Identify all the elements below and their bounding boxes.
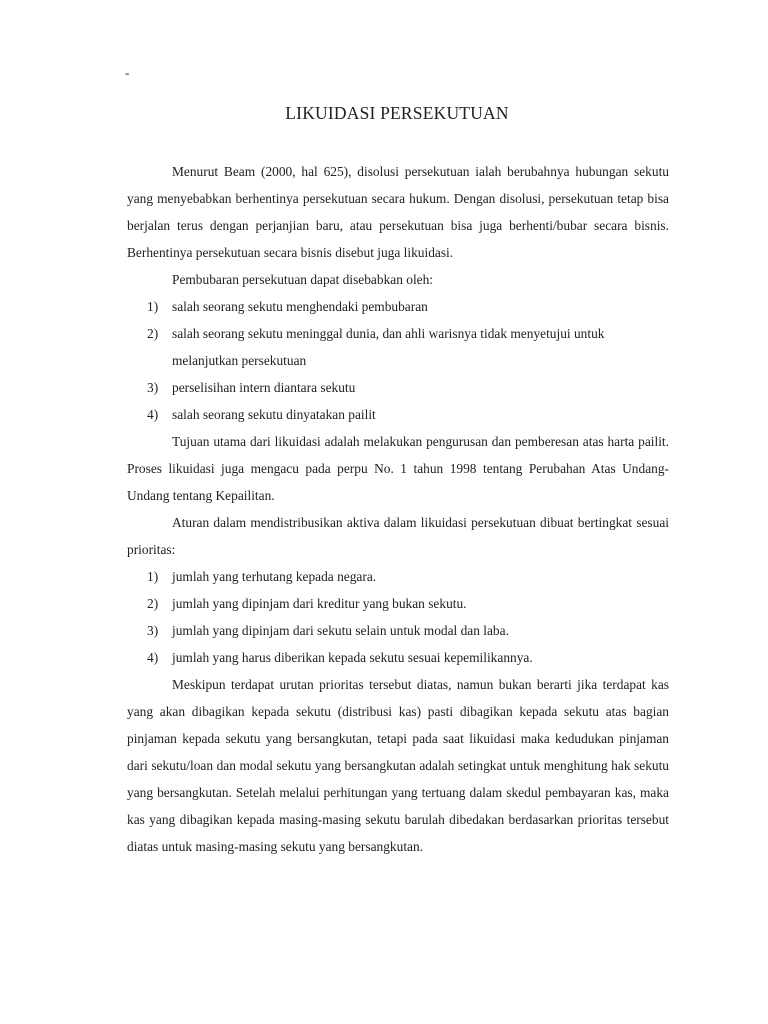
list-number: 2) <box>147 326 159 341</box>
list-text: salah seorang sekutu meninggal dunia, dan ahli warisnya tidak menyetujui untuk melanjutkan persekutuan <box>172 326 605 368</box>
list-number: 2) <box>147 596 159 611</box>
list-number: 1) <box>147 299 159 314</box>
list-text: perselisihan intern diantara sekutu <box>172 380 356 395</box>
list-text: jumlah yang harus diberikan kepada sekutu sesuai kepemilikannya. <box>172 650 533 665</box>
list-causes <box>127 293 669 428</box>
list-number: 4) <box>147 650 159 665</box>
list-text: jumlah yang dipinjam dari sekutu selain untuk modal dan laba. <box>172 623 509 638</box>
paragraph-pembubaran-intro: Pembubaran persekutuan dapat disebabkan oleh: <box>172 272 434 287</box>
list-text: jumlah yang dipinjam dari kreditur yang bukan sekutu. <box>172 596 467 611</box>
list-number: 1) <box>147 569 159 584</box>
header-mark: - <box>125 65 130 80</box>
list-item <box>127 644 669 671</box>
list-number: 4) <box>147 407 159 422</box>
list-item <box>127 617 669 644</box>
list-item <box>127 320 669 374</box>
list-number: 3) <box>147 380 159 395</box>
page-title: LIKUIDASI PERSEKUTUAN <box>285 103 509 123</box>
list-item <box>127 293 669 320</box>
list-item <box>127 563 669 590</box>
list-item <box>127 401 669 428</box>
paragraph-meskipun: Meskipun terdapat urutan prioritas tersebut diatas, namun bukan berarti jika terdapat kas yang akan dibagikan kepada sekutu (distribusi kas) pasti dibagikan kepada sekutu atas bagian pinjaman kepada sekutu yang bersangkutan, tetapi pada saat likuidasi maka kedudukan pinjaman dari sekutu/loan dan modal sekutu yang bersangkutan adalah setingkat untuk menghitung hak sekutu yang bersangkutan. Setelah melalui perhitungan yang tertuang dalam skedul pembayaran kas, maka kas yang dibagikan kepada masing-masing sekutu barulah dibedakan berdasarkan prioritas tersebut diatas untuk masing-masing sekutu yang bersangkutan. <box>127 677 669 854</box>
list-text: salah seorang sekutu menghendaki pembubaran <box>172 299 428 314</box>
paragraph-aturan: Aturan dalam mendistribusikan aktiva dalam likuidasi persekutuan dibuat bertingkat sesuai prioritas: <box>127 515 669 557</box>
list-item <box>127 374 669 401</box>
list-priority <box>127 563 669 671</box>
paragraph-disolusi: Menurut Beam (2000, hal 625), disolusi persekutuan ialah berubahnya hubungan sekutu yang menyebabkan berhentinya persekutuan secara hukum. Dengan disolusi, persekutuan tetap bisa berjalan terus dengan perjanjian baru, atau persekutuan bisa juga berhenti/bubar secara bisnis. Berhentinya persekutuan secara bisnis disebut juga likuidasi. <box>127 164 669 260</box>
paragraph-tujuan: Tujuan utama dari likuidasi adalah melakukan pengurusan dan pemberesan atas harta pailit. Proses likuidasi juga mengacu pada perpu No. 1 tahun 1998 tentang Perubahan Atas Undang-Undang tentang Kepailitan. <box>127 434 669 503</box>
list-text: jumlah yang terhutang kepada negara. <box>172 569 377 584</box>
document-body <box>127 158 669 860</box>
list-item <box>127 590 669 617</box>
list-text: salah seorang sekutu dinyatakan pailit <box>172 407 376 422</box>
list-number: 3) <box>147 623 159 638</box>
